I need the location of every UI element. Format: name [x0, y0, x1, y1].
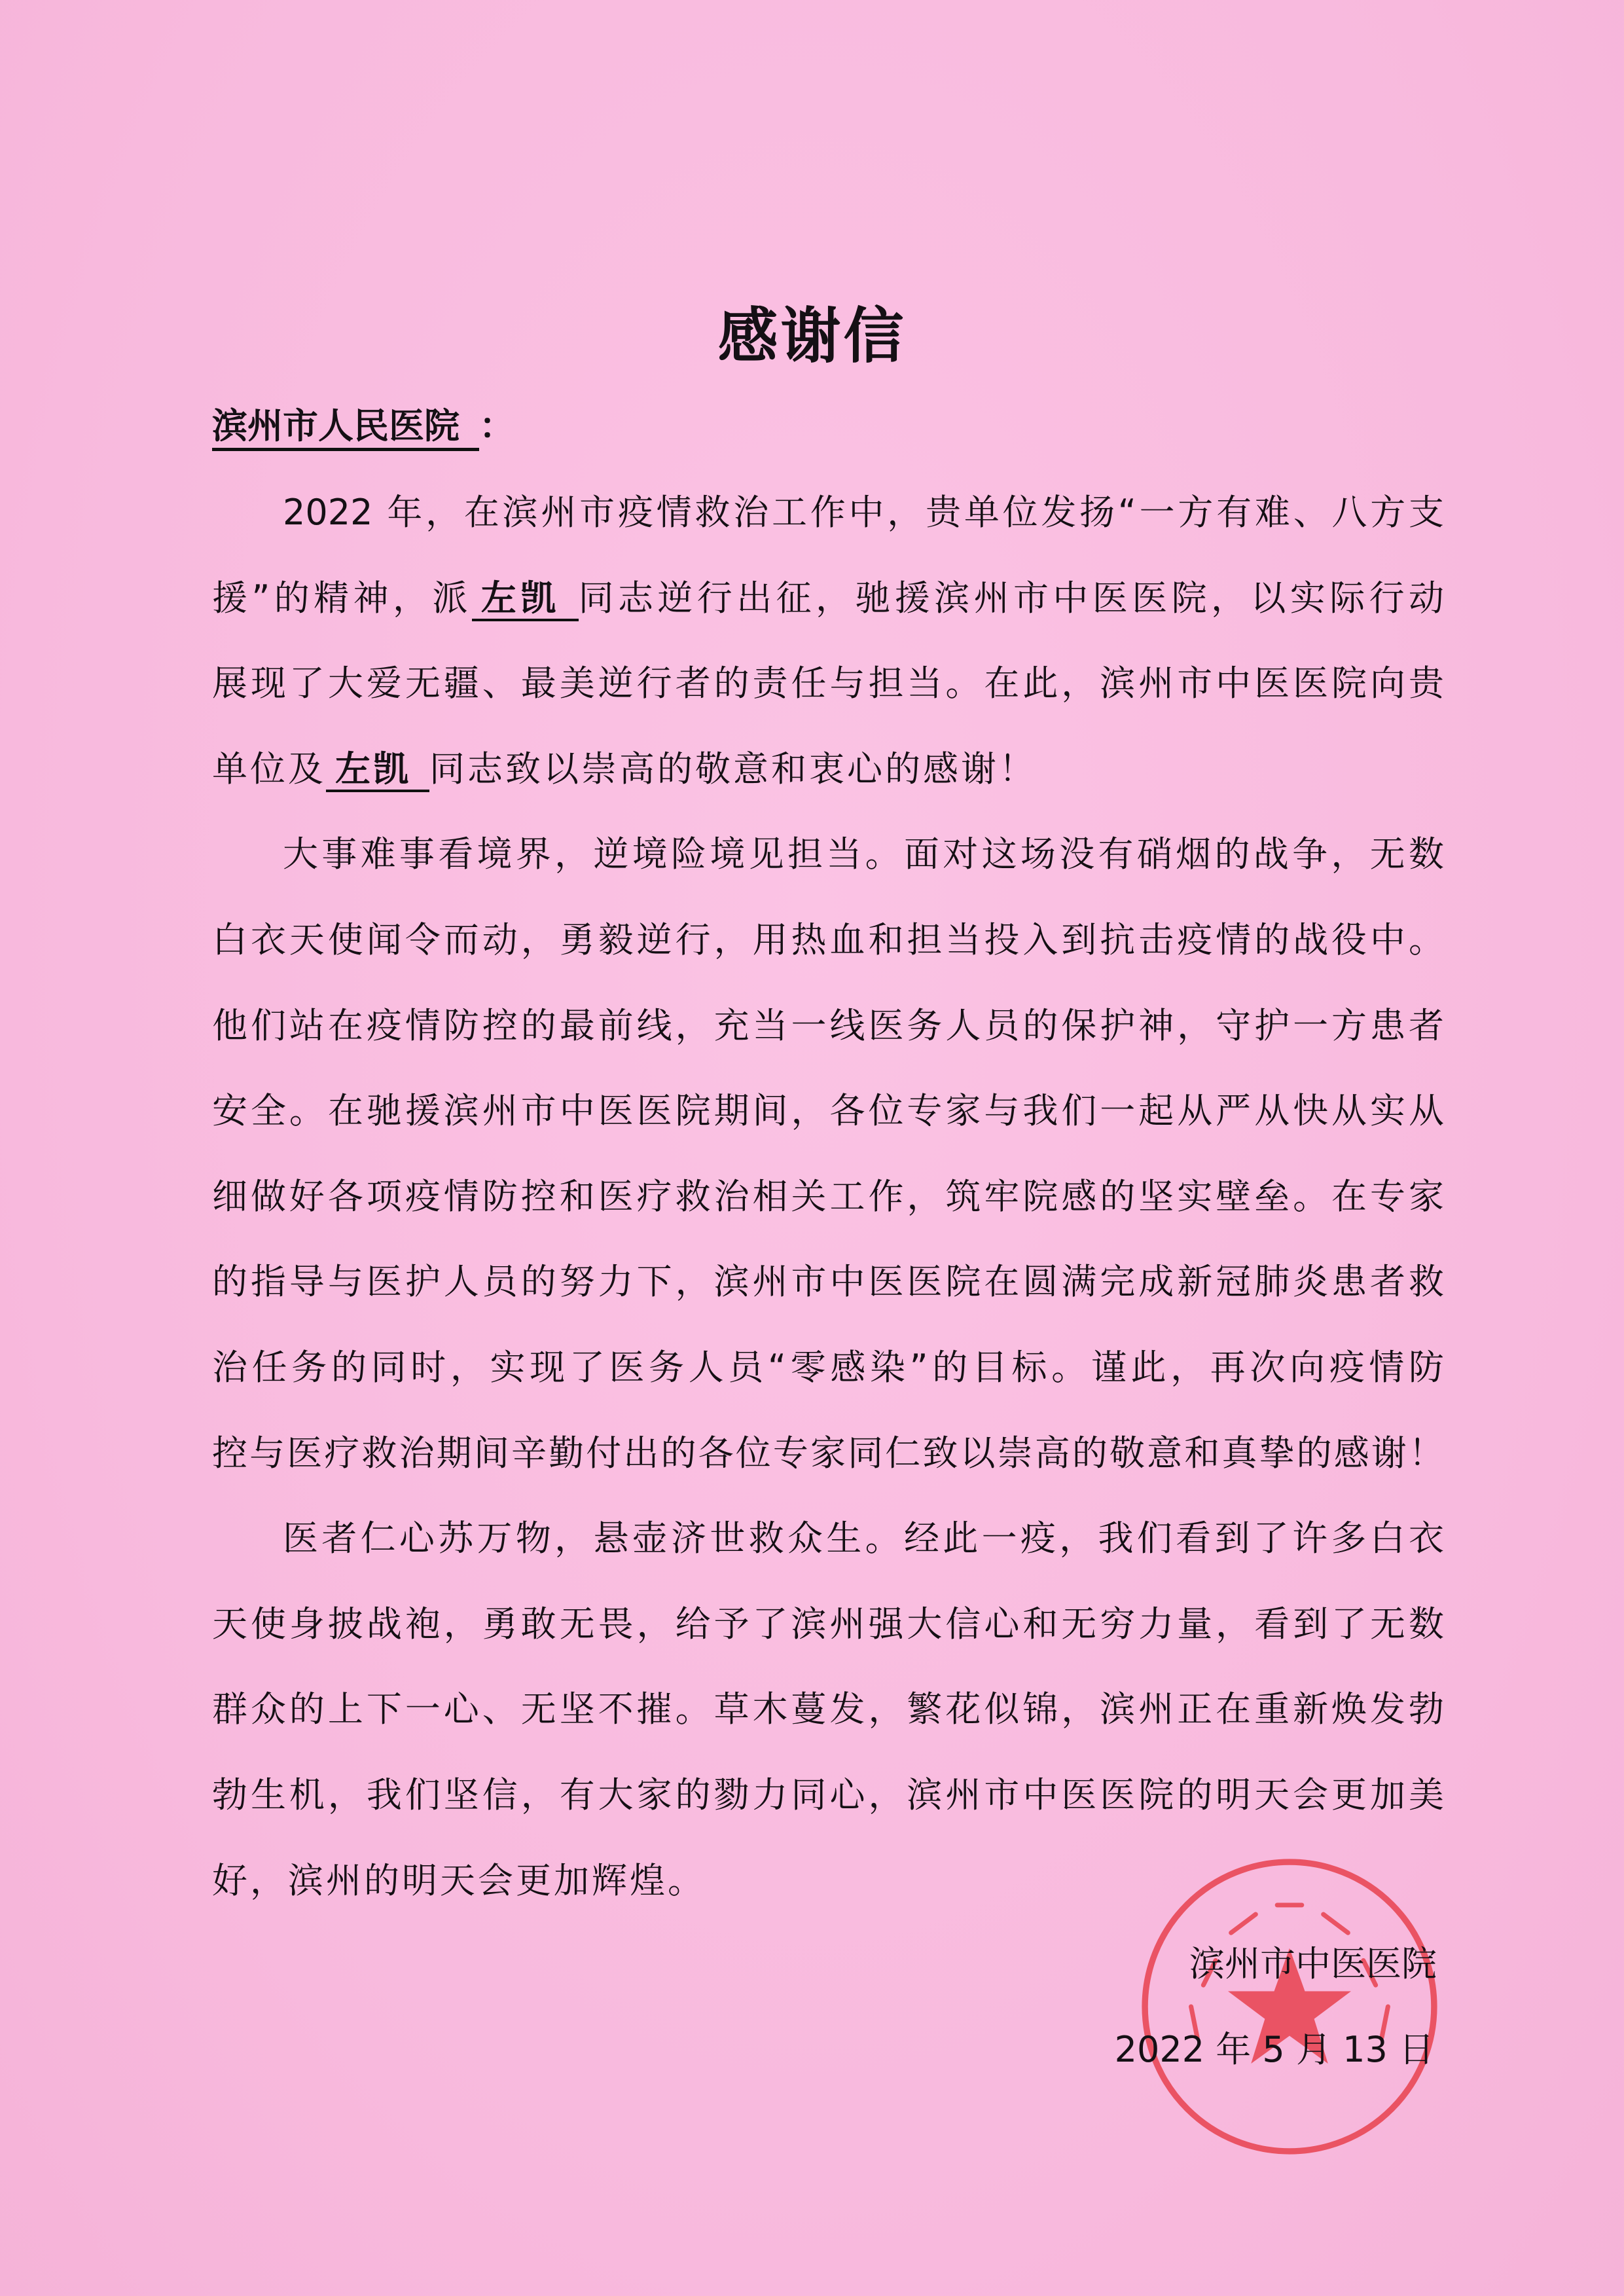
signature-organization: 滨州市中医医院 [1189, 1943, 1437, 1984]
body-text: 的指导与医护人员的努力下，滨州市中医医院在圆满完成新冠肺炎患者救 [212, 1261, 1444, 1303]
body-text: 同志致以崇高的敬意和衷心的感谢！ [429, 748, 1037, 790]
body-text: 细做好各项疫情防控和医疗救治相关工作，筑牢院感的坚实壁垒。在专家 [212, 1175, 1444, 1217]
body-line [212, 1772, 1444, 1818]
official-seal [1136, 1853, 1443, 2160]
letter-title: 感谢信 [717, 301, 907, 371]
body-line [212, 1430, 1444, 1476]
body-text: 大事难事看境界，逆境险境见担当。面对这场没有硝烟的战争，无数 [283, 833, 1444, 875]
body-line [212, 1601, 1444, 1647]
body-line [283, 831, 1444, 877]
underlined-name: 左凯 [472, 577, 579, 621]
body-text: 2022 年，在滨州市疫情救治工作中，贵单位发扬“一方有难、八方支 [283, 492, 1444, 533]
body-text: 单位及 [212, 748, 326, 790]
body-text: 援”的精神，派 [212, 577, 472, 619]
salutation-colon: ： [479, 405, 514, 446]
body-text: 医者仁心苏万物，悬壶济世救众生。经此一疫，我们看到了许多白衣 [283, 1518, 1444, 1559]
signature-date: 2022 年 5 月 13 日 [1114, 2029, 1434, 2070]
body-text: 勃生机，我们坚信，有大家的勠力同心，滨州市中医医院的明天会更加美 [212, 1774, 1444, 1815]
body-line [212, 661, 1444, 706]
body-text: 群众的上下一心、无坚不摧。草木蔓发，繁花似锦，滨州正在重新焕发勃 [212, 1688, 1444, 1730]
body-line [212, 1003, 1444, 1049]
body-line [212, 1174, 1444, 1220]
body-line [212, 1259, 1444, 1305]
body-line [283, 490, 1444, 536]
body-text: 展现了大爱无疆、最美逆行者的责任与担当。在此，滨州市中医医院向贵 [212, 663, 1444, 704]
body-line [212, 746, 1444, 792]
body-line [212, 1686, 1444, 1732]
body-line [283, 1516, 1444, 1561]
body-line [212, 917, 1444, 963]
body-line [212, 575, 1444, 621]
body-text: 白衣天使闻令而动，勇毅逆行，用热血和担当投入到抗击疫情的战役中。 [212, 919, 1444, 960]
body-text: 治任务的同时，实现了医务人员“零感染”的目标。谨此，再次向疫情防 [212, 1347, 1444, 1388]
body-line [212, 1345, 1444, 1391]
salutation [212, 398, 514, 448]
body-text: 控与医疗救治期间辛勤付出的各位专家同仁致以崇高的敬意和真挚的感谢！ [212, 1432, 1444, 1474]
recipient-name: 滨州市人民医院 [212, 405, 479, 451]
body-text: 安全。在驰援滨州市中医医院期间，各位专家与我们一起从严从快从实从 [212, 1090, 1444, 1132]
body-text: 他们站在疫情防控的最前线，充当一线医务人员的保护神，守护一方患者 [212, 1004, 1444, 1046]
body-text: 天使身披战袍，勇敢无畏，给予了滨州强大信心和无穷力量，看到了无数 [212, 1603, 1444, 1645]
underlined-name: 左凯 [326, 748, 429, 792]
body-text: 同志逆行出征，驰援滨州市中医医院，以实际行动 [578, 577, 1445, 619]
body-text: 好，滨州的明天会更加辉煌。 [212, 1859, 706, 1901]
body-line [212, 1088, 1444, 1134]
